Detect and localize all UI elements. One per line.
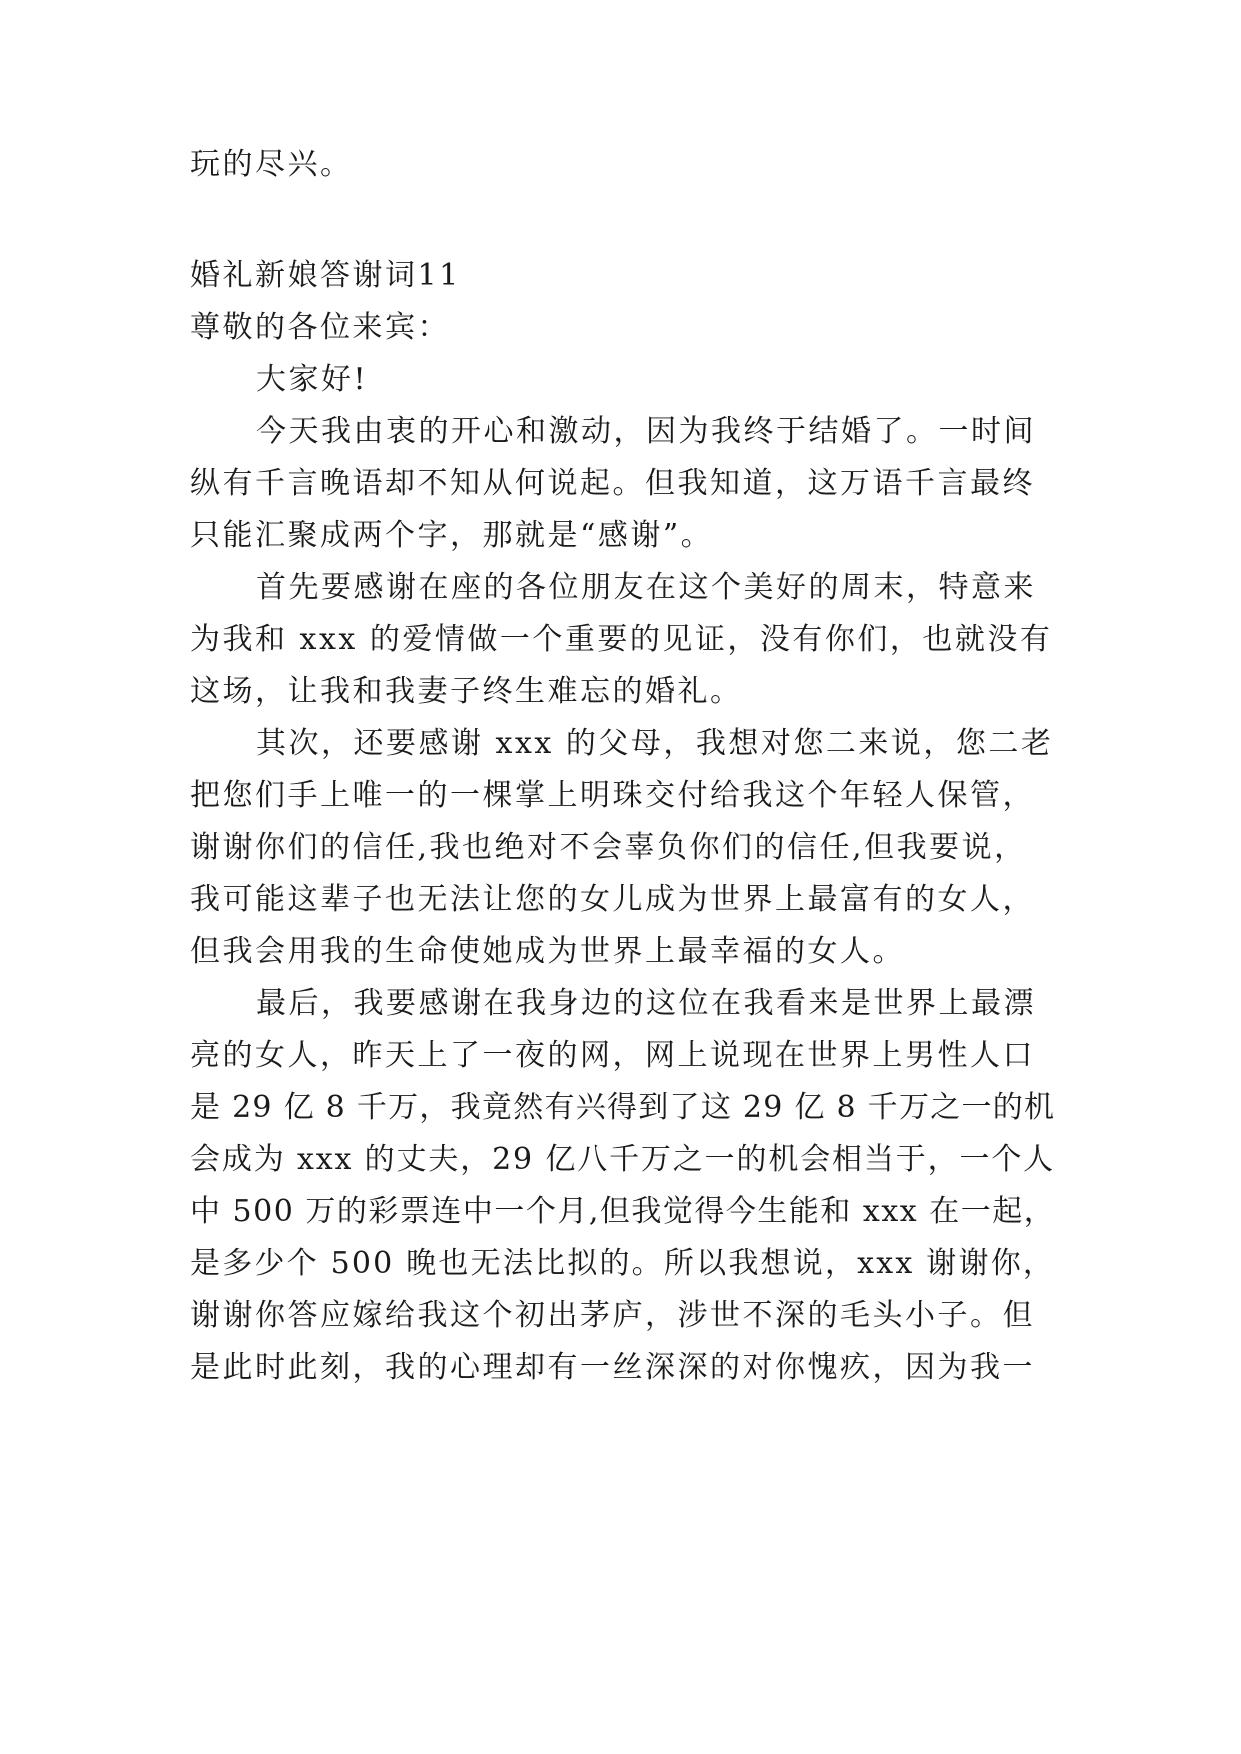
paragraph-line: 只能汇聚成两个字，那就是“感谢”。 [190,518,714,553]
paragraph-line: 谢谢你答应嫁给我这个初出茅庐，涉世不深的毛头小子。但 [190,1298,1035,1333]
paragraph-line: 最后，我要感谢在我身边的这位在我看来是世界上最漂 [256,986,1036,1021]
paragraph-line: 谢谢你们的信任,我也绝对不会辜负你们的信任,但我要说， [190,830,1027,865]
greeting: 大家好! [256,362,369,397]
paragraph-line: 首先要感谢在座的各位朋友在这个美好的周末，特意来 [256,570,1036,605]
paragraph-line: 会成为 xxx 的丈夫，29 亿八千万之一的机会相当于，一个人 [190,1142,1056,1177]
paragraph-line: 把您们手上唯一的一棵掌上明珠交付给我这个年轻人保管， [190,778,1035,813]
paragraph-line: 是此时此刻，我的心理却有一丝深深的对你愧疚，因为我一 [190,1350,1035,1385]
paragraph-line: 我可能这辈子也无法让您的女儿成为世界上最富有的女人， [190,882,1035,917]
paragraph-line: 亮的女人，昨天上了一夜的网，网上说现在世界上男性人口 [190,1038,1035,1073]
text-line: 玩的尽兴。 [190,147,353,182]
paragraph-line: 是多少个 500 晚也无法比拟的。所以我想说，xxx 谢谢你， [190,1246,1056,1281]
salutation: 尊敬的各位来宾： [190,310,450,345]
paragraph-line: 是 29 亿 8 千万，我竟然有兴得到了这 29 亿 8 千万之一的机 [190,1090,1056,1125]
section-title: 婚礼新娘答谢词11 [190,258,461,293]
paragraph-line: 纵有千言晚语却不知从何说起。但我知道，这万语千言最终 [190,466,1035,501]
paragraph-line: 其次，还要感谢 xxx 的父母，我想对您二来说，您二老 [256,726,1054,761]
paragraph-line: 但我会用我的生命使她成为世界上最幸福的女人。 [190,934,905,969]
paragraph-line: 这场，让我和我妻子终生难忘的婚礼。 [190,674,743,709]
paragraph-line: 中 500 万的彩票连中一个月,但我觉得今生能和 xxx 在一起， [190,1194,1056,1229]
paragraph-line: 今天我由衷的开心和激动，因为我终于结婚了。一时间 [256,414,1036,449]
paragraph-line: 为我和 xxx 的爱情做一个重要的见证，没有你们，也就没有 [190,622,1053,657]
